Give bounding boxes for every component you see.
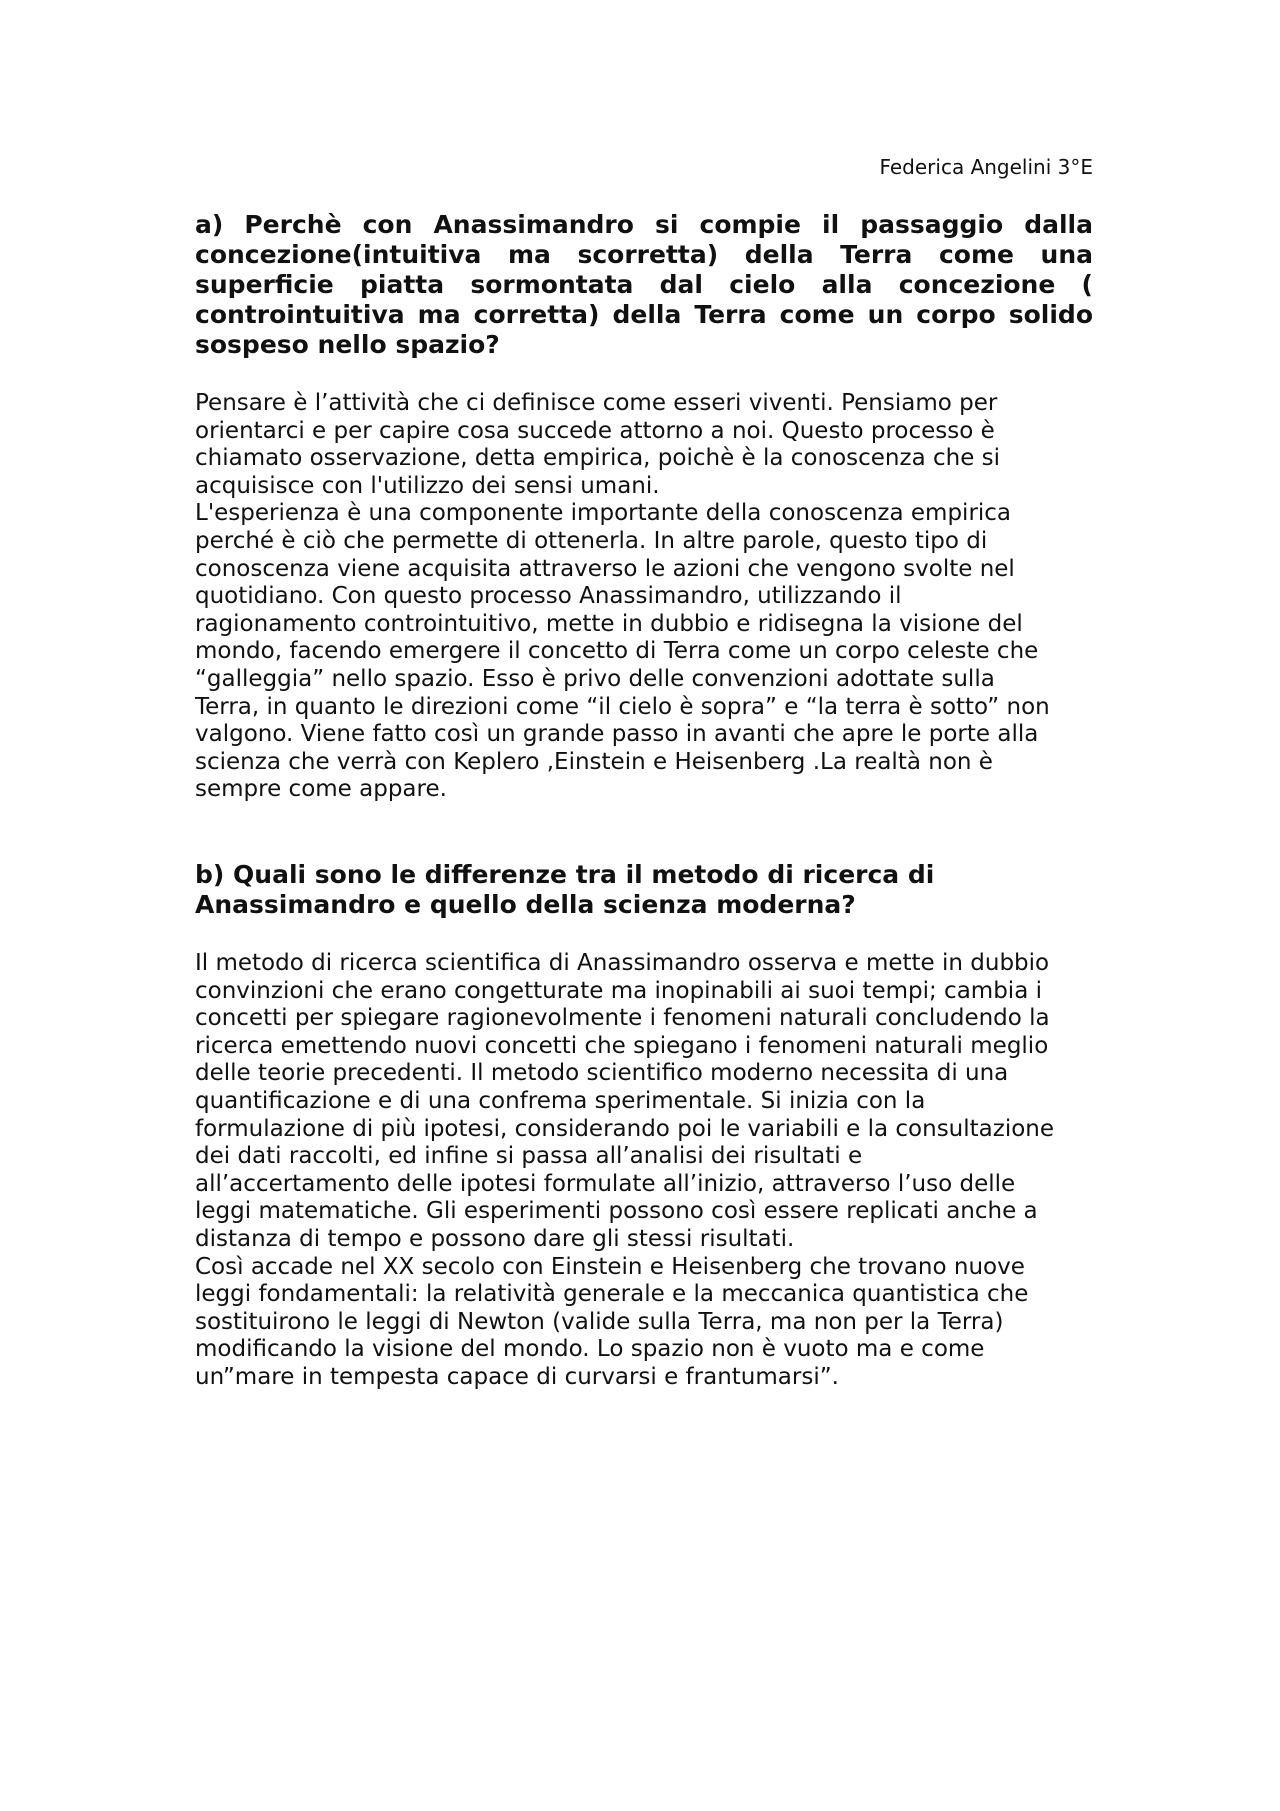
answer-b-line: leggi matematiche. Gli esperimenti possono così essere replicati anche a: [195, 1198, 1038, 1225]
answer-b-line: Così accade nel XX secolo con Einstein e Heisenberg che trovano nuove: [195, 1253, 1025, 1280]
answer-b-line: distanza di tempo e possono dare gli stessi risultati.: [195, 1225, 795, 1252]
answer-b-line: concetti per spiegare ragionevolmente i fenomeni naturali concludendo la: [195, 1005, 1050, 1032]
answer-b-line: Il metodo di ricerca scientifica di Anassimandro osserva e mette in dubbio: [195, 950, 1050, 976]
question-b-line: Anassimandro e quello della scienza moderna?: [195, 890, 856, 919]
answer-a-line: acquisisce con l'utilizzo dei sensi umani.: [195, 472, 660, 499]
answer-a-line: mondo, facendo emergere il concetto di Terra come un corpo celeste che: [195, 638, 1039, 665]
answer-b-line: modificando la visione del mondo. Lo spazio non è vuoto ma e come: [195, 1336, 985, 1363]
question-b-line: b) Quali sono le differenze tra il metodo di ricerca di: [195, 860, 935, 889]
answer-b-line: dei dati raccolti, ed infine si passa all’analisi dei risultati e: [195, 1143, 863, 1170]
question-a-heading: a) Perchè con Anassimandro si compie il passaggio dalla concezione(intuitiva ma scorretta) della Terra come una superficie piatta sormontata dal cielo alla concezione ( controintuitiva ma corretta) della Terra come un corpo solido sospeso nello spazio?: [195, 210, 1093, 359]
answer-a-line: perché è ciò che permette di ottenerla. In altre parole, questo tipo di: [195, 527, 988, 554]
answer-a-line: conoscenza viene acquisita attraverso le azioni che vengono svolte nel: [195, 555, 1015, 582]
answer-a-line: scienza che verrà con Keplero ,Einstein e Heisenberg .La realtà non è: [195, 748, 993, 775]
answer-b-line: un”mare in tempesta capace di curvarsi e frantumarsi”.: [195, 1363, 839, 1390]
answer-b-line: leggi fondamentali: la relatività generale e la meccanica quantistica che: [195, 1281, 1029, 1308]
answer-b-line: formulazione di più ipotesi, considerando poi le variabili e la consultazione: [195, 1115, 1055, 1142]
author-name: Federica Angelini 3°E: [879, 155, 1093, 179]
answer-a-line: quotidiano. Con questo processo Anassimandro, utilizzando il: [195, 583, 902, 610]
answer-a-line: ragionamento controintuitivo, mette in dubbio e ridisegna la visione del: [195, 610, 1023, 637]
answer-a-line: “galleggia” nello spazio. Esso è privo delle convenzioni adottate sulla: [195, 665, 995, 692]
answer-a-line: sempre come appare.: [195, 776, 447, 803]
answer-b-line: sostituirono le leggi di Newton (valide sulla Terra, ma non per la Terra): [195, 1308, 1004, 1335]
answer-a-line: Terra, in quanto le direzioni come “il cielo è sopra” e “la terra è sotto” non: [195, 693, 1050, 720]
answer-b-line: convinzioni che erano congetturate ma inopinabili ai suoi tempi; cambia i: [195, 977, 1042, 1004]
answer-a-line: orientarci e per capire cosa succede attorno a noi. Questo processo è: [195, 417, 995, 444]
answer-b-line: quantificazione e di una confrema sperimentale. Si inizia con la: [195, 1087, 926, 1114]
answer-b-paragraph: [195, 950, 1095, 1392]
answer-b-line: all’accertamento delle ipotesi formulate all’inizio, attraverso l’uso delle: [195, 1170, 1016, 1197]
answer-a-paragraph: [195, 390, 1095, 804]
answer-a-line: valgono. Viene fatto così un grande passo in avanti che apre le porte alla: [195, 721, 1039, 748]
answer-b-line: ricerca emettendo nuovi concetti che spiegano i fenomeni naturali meglio: [195, 1032, 1049, 1059]
answer-a-line: chiamato osservazione, detta empirica, poichè è la conoscenza che si: [195, 445, 1001, 472]
answer-a-line: Pensare è l’attività che ci definisce come esseri viventi. Pensiamo per: [195, 390, 998, 416]
answer-b-line: delle teorie precedenti. Il metodo scientifico moderno necessita di una: [195, 1060, 1009, 1087]
answer-a-line: L'esperienza è una componente importante della conoscenza empirica: [195, 500, 1012, 527]
question-b-heading: [195, 860, 1093, 920]
